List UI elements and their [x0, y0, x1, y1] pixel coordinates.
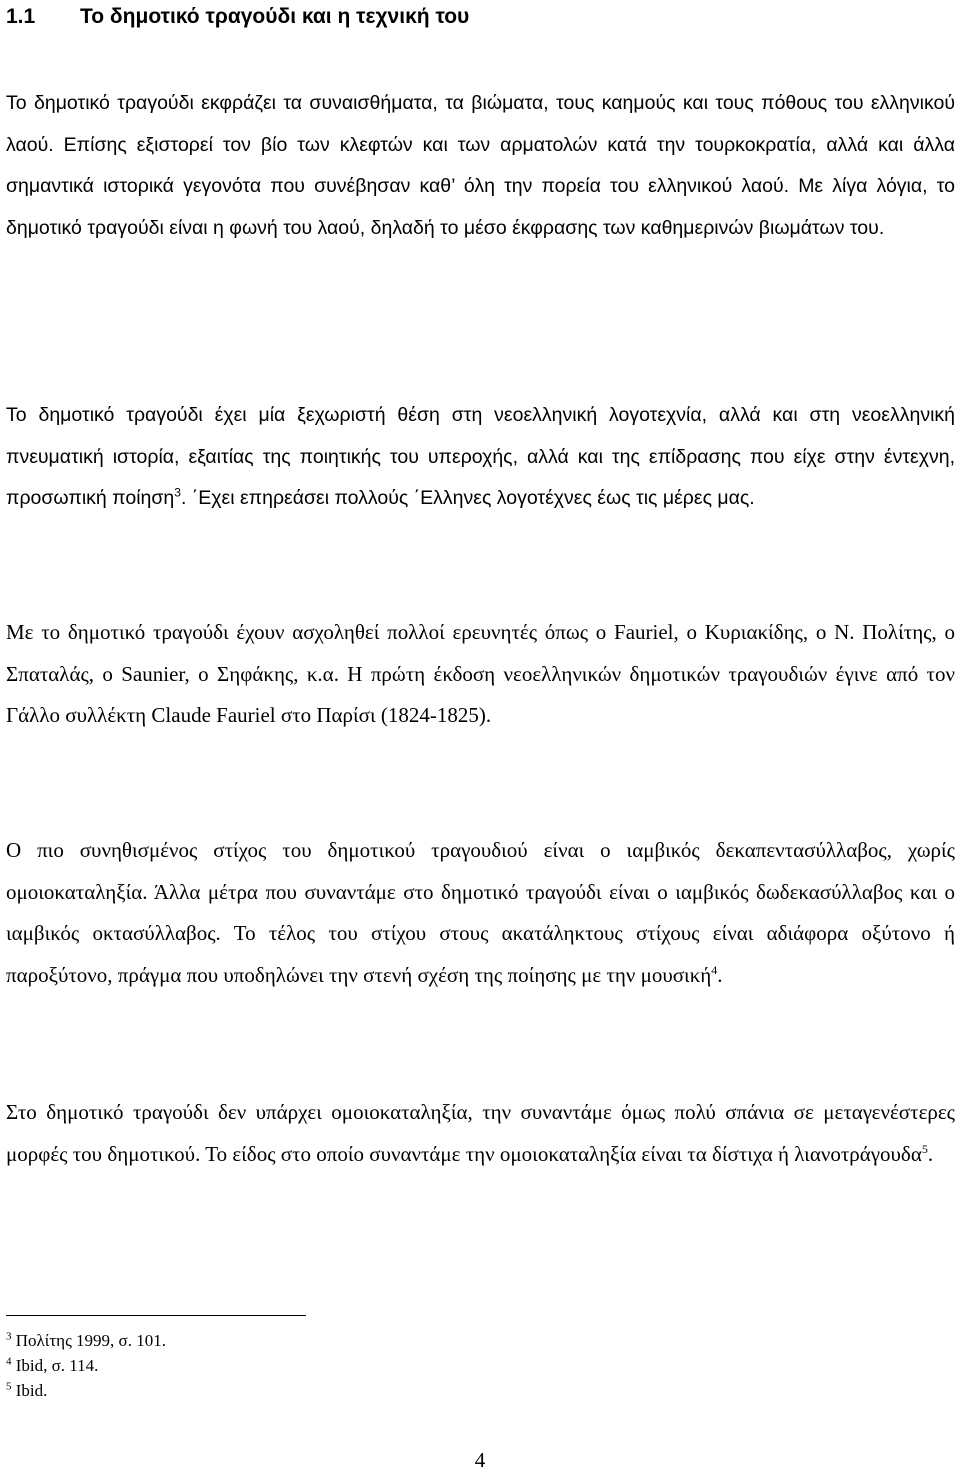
footnote-text: Ibid.: [15, 1381, 48, 1400]
paragraph-1: Το δημοτικό τραγούδι εκφράζει τα συναισθήματα, τα βιώματα, τους καημούς και τους πόθους του ελληνικού λαού. Επίσης εξιστορεί τον βίο των κλεφτών και των αρματολών κατά την τουρκοκρατία, αλλά και άλλα σημαντικά ιστορικά γεγονότα που συνέβησαν καθ’ όλη την πορεία του ελληνικού λαού. Με λίγα λόγια, το δημοτικό τραγούδι είναι η φωνή του λαού, δηλαδή το μέσο έκφρασης των καθημερινών βιωμάτων του.: [6, 92, 955, 239]
footnote-3: [6, 1328, 166, 1353]
paragraph-2-text: Το δημοτικό τραγούδι έχει μία ξεχωριστή θέση στη νεοελληνική λογοτεχνία, αλλά και στη νεοελληνική πνευματική ιστορία, εξαιτίας της ποιητικής του υπεροχής, αλλά και της επίδρασης που είχε στην έντεχνη, προσωπική ποίηση: [6, 404, 955, 509]
footnote-4: [6, 1353, 166, 1378]
footnote-number: 5: [6, 1380, 12, 1393]
section-number: 1.1: [6, 5, 36, 28]
paragraph-4: [6, 830, 955, 996]
footnote-ref-5[interactable]: 5: [921, 1141, 928, 1156]
footnote-ref-4[interactable]: 4: [711, 962, 718, 977]
footnote-separator: [6, 1315, 306, 1316]
section-heading: [6, 2, 469, 32]
footnote-ref-3[interactable]: 3: [174, 485, 181, 500]
paragraph-2: [6, 395, 955, 520]
footnote-text: Ibid, σ. 114.: [15, 1356, 99, 1375]
section-title: Το δημοτικό τραγούδι και η τεχνική του: [80, 5, 470, 28]
paragraph-2-text-end: . ΄Εχει επηρεάσει πολλούς ΄Ελληνες λογοτέχνες έως τις μέρες μας.: [180, 487, 755, 509]
footnotes: [6, 1328, 166, 1403]
footnote-number: 3: [6, 1330, 12, 1343]
paragraph-5-text-end: .: [927, 1141, 934, 1166]
paragraph-4-text: Ο πιο συνηθισμένος στίχος του δημοτικού τραγουδιού είναι ο ιαμβικός δεκαπεντασύλλαβος, χωρίς ομοιοκαταληξία. Άλλα μέτρα που συναντάμε στο δημοτικό τραγούδι είναι ο ιαμβικός δωδεκασύλλαβος και ο ιαμβικός οκτασύλλαβος. Το τέλος του στίχου στους ακατάληκτους στίχους είναι αδιάφορα οξύτονο ή παροξύτονο, πράγμα που υποδηλώνει την στενή σχέση της ποίησης με την μουσική: [6, 838, 955, 987]
footnote-text: Πολίτης 1999, σ. 101.: [15, 1331, 166, 1350]
footnote-number: 4: [6, 1355, 12, 1368]
paragraph-4-text-end: .: [717, 962, 723, 987]
paragraph-5: [6, 1092, 955, 1175]
paragraph-3: Με το δημοτικό τραγούδι έχουν ασχοληθεί πολλοί ερευνητές όπως ο Fauriel, ο Κυριακίδης, ο Ν. Πολίτης, ο Σπαταλάς, ο Saunier, ο Σηφάκης, κ.α. Η πρώτη έκδοση νεοελληνικών δημοτικών τραγουδιών έγινε από τον Γάλλο συλλέκτη Claude Fauriel στο Παρίσι (1824-1825).: [6, 620, 955, 727]
footnote-5: [6, 1378, 166, 1403]
paragraph-5-text: Στο δημοτικό τραγούδι δεν υπάρχει ομοιοκαταληξία, την συναντάμε όμως πολύ σπάνια σε μεταγενέστερες μορφές του δημοτικού. Το είδος στο οποίο συναντάμε την ομοιοκαταληξία είναι τα δίστιχα ή λιανοτράγουδα: [6, 1100, 955, 1166]
page-number: 4: [474, 1448, 486, 1472]
